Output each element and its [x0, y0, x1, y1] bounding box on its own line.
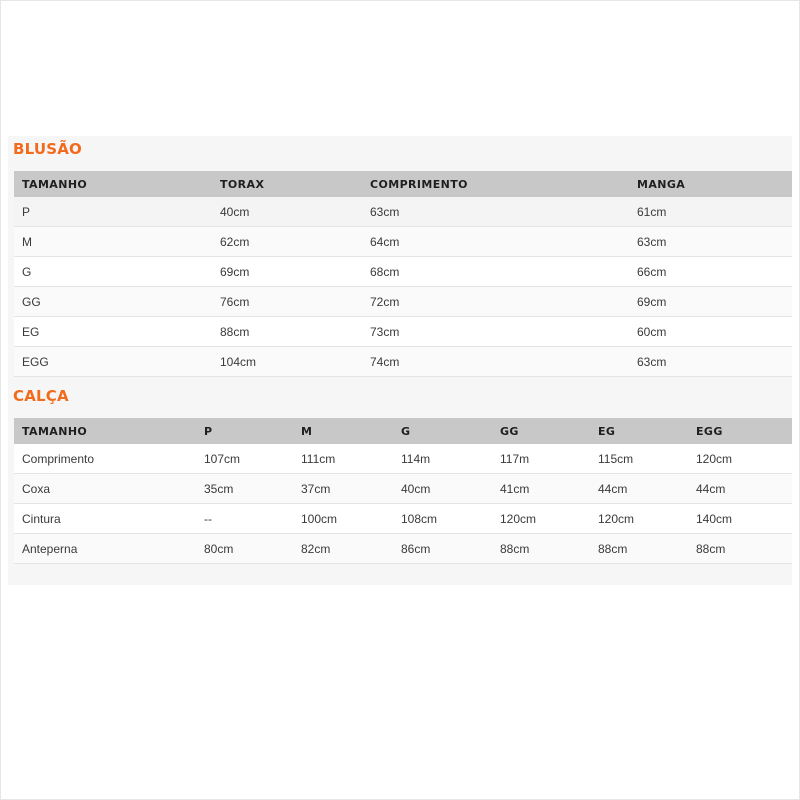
table-cell: 88cm	[590, 534, 688, 564]
table-cell: M	[14, 227, 212, 257]
table-cell: 63cm	[629, 227, 792, 257]
table-cell: 80cm	[196, 534, 293, 564]
table-cell: 69cm	[212, 257, 362, 287]
calca-title: CALÇA	[13, 387, 69, 405]
blusao-header-row	[14, 171, 792, 197]
table-cell: 120cm	[688, 444, 792, 474]
table-cell: 86cm	[393, 534, 492, 564]
calca-header-m: M	[293, 418, 393, 444]
calca-header-g: G	[393, 418, 492, 444]
table-cell: 100cm	[293, 504, 393, 534]
table-cell: EGG	[14, 347, 212, 377]
table-row	[14, 227, 792, 257]
table-cell: G	[14, 257, 212, 287]
blusao-header-torax: TORAX	[212, 171, 362, 197]
calca-header-gg: GG	[492, 418, 590, 444]
table-cell: P	[14, 197, 212, 227]
calca-header-egg: EGG	[688, 418, 792, 444]
table-row	[14, 474, 792, 504]
table-cell: 88cm	[688, 534, 792, 564]
table-cell: 63cm	[629, 347, 792, 377]
table-row	[14, 257, 792, 287]
table-cell: 40cm	[393, 474, 492, 504]
blusao-size-table	[14, 171, 792, 377]
table-cell: EG	[14, 317, 212, 347]
table-row	[14, 504, 792, 534]
table-cell: 72cm	[362, 287, 629, 317]
table-cell: 74cm	[362, 347, 629, 377]
table-cell: Comprimento	[14, 444, 196, 474]
table-cell: 62cm	[212, 227, 362, 257]
table-cell: 104cm	[212, 347, 362, 377]
table-cell: 82cm	[293, 534, 393, 564]
table-row	[14, 347, 792, 377]
blusao-header-comprimento: COMPRIMENTO	[362, 171, 629, 197]
table-cell: 76cm	[212, 287, 362, 317]
table-row	[14, 534, 792, 564]
table-cell: 60cm	[629, 317, 792, 347]
table-cell: 120cm	[492, 504, 590, 534]
table-row	[14, 197, 792, 227]
calca-header-eg: EG	[590, 418, 688, 444]
table-row	[14, 287, 792, 317]
calca-header-tamanho: TAMANHO	[14, 418, 196, 444]
table-cell: 108cm	[393, 504, 492, 534]
table-cell: 73cm	[362, 317, 629, 347]
table-row	[14, 444, 792, 474]
calca-header-row	[14, 418, 792, 444]
table-cell: 68cm	[362, 257, 629, 287]
table-cell: 114m	[393, 444, 492, 474]
table-cell: 44cm	[590, 474, 688, 504]
calca-size-table	[14, 418, 792, 564]
table-cell: Coxa	[14, 474, 196, 504]
table-cell: 111cm	[293, 444, 393, 474]
table-cell: 41cm	[492, 474, 590, 504]
table-cell: 107cm	[196, 444, 293, 474]
table-cell: 120cm	[590, 504, 688, 534]
size-chart-panel	[8, 136, 792, 585]
table-cell: Cintura	[14, 504, 196, 534]
table-cell: Anteperna	[14, 534, 196, 564]
calca-header-p: P	[196, 418, 293, 444]
table-cell: GG	[14, 287, 212, 317]
blusao-header-manga: MANGA	[629, 171, 792, 197]
table-cell: 69cm	[629, 287, 792, 317]
table-cell: --	[196, 504, 293, 534]
table-cell: 35cm	[196, 474, 293, 504]
table-cell: 61cm	[629, 197, 792, 227]
table-cell: 44cm	[688, 474, 792, 504]
table-cell: 115cm	[590, 444, 688, 474]
blusao-header-tamanho: TAMANHO	[14, 171, 212, 197]
blusao-title: BLUSÃO	[13, 140, 83, 158]
table-cell: 64cm	[362, 227, 629, 257]
table-row	[14, 317, 792, 347]
table-cell: 140cm	[688, 504, 792, 534]
table-cell: 66cm	[629, 257, 792, 287]
table-cell: 88cm	[492, 534, 590, 564]
table-cell: 37cm	[293, 474, 393, 504]
table-cell: 63cm	[362, 197, 629, 227]
table-cell: 117m	[492, 444, 590, 474]
table-cell: 88cm	[212, 317, 362, 347]
table-cell: 40cm	[212, 197, 362, 227]
